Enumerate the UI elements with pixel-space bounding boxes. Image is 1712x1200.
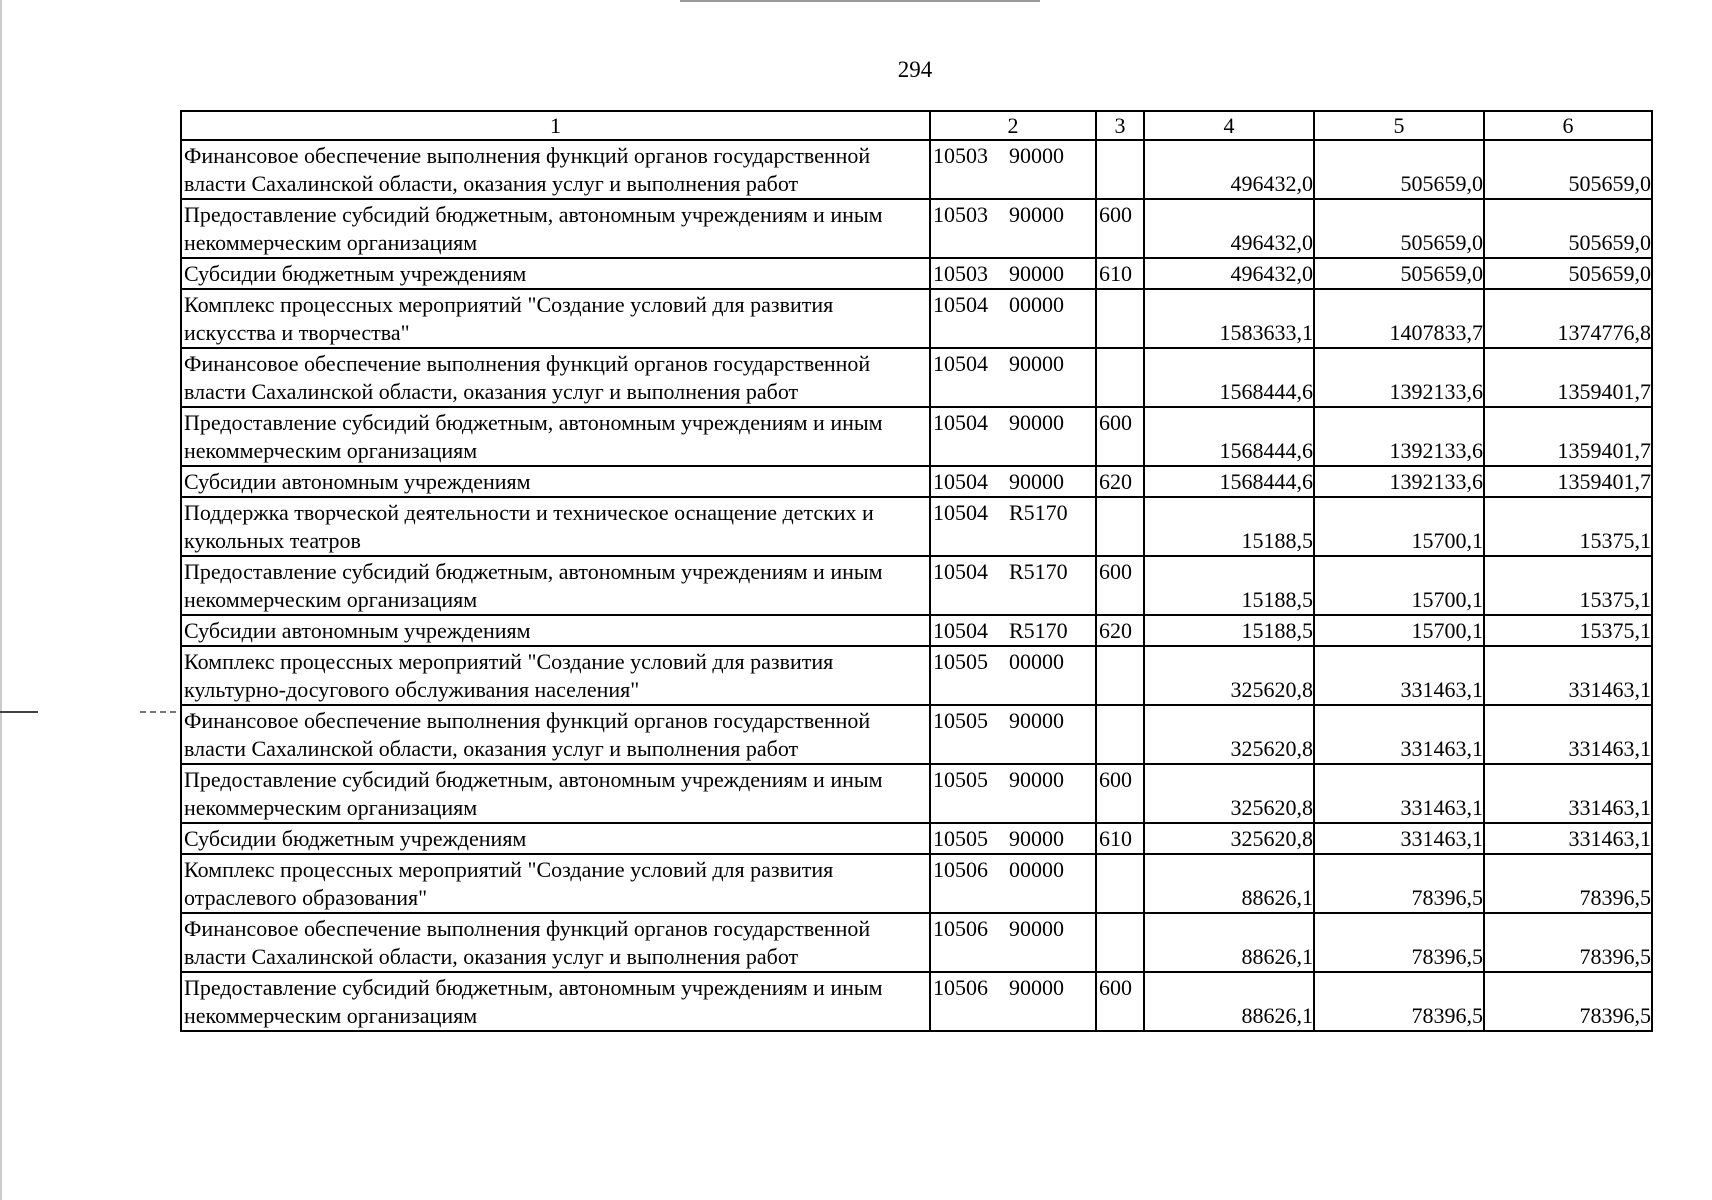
row-code-section: 10505 [933, 826, 988, 851]
row-code-item: 90000 [1009, 351, 1064, 376]
scan-margin-dash [140, 711, 176, 713]
scan-top-line [680, 0, 1040, 2]
row-value-col5: 331463,1 [1314, 764, 1484, 823]
row-value-col4: 88626,1 [1144, 972, 1314, 1031]
table-body [181, 140, 1652, 1031]
row-expense-type [1096, 289, 1144, 348]
row-value-col6: 15375,1 [1484, 497, 1652, 556]
page-number: 294 [897, 57, 933, 82]
row-value-col6: 1374776,8 [1484, 289, 1652, 348]
row-code-section: 10506 [933, 975, 988, 1000]
table-row [181, 556, 1652, 615]
row-code-section: 10505 [933, 708, 988, 733]
table-row [181, 823, 1652, 854]
row-value-col4: 496432,0 [1144, 258, 1314, 289]
row-code [930, 289, 1096, 348]
table-row [181, 258, 1652, 289]
row-expense-type [1096, 646, 1144, 705]
row-name: Субсидии автономным учреждениям [181, 615, 930, 646]
header-col-2: 2 [930, 111, 1096, 140]
row-expense-type [1096, 854, 1144, 913]
budget-table [180, 110, 1653, 1032]
row-value-col4: 325620,8 [1144, 764, 1314, 823]
row-name: Предоставление субсидий бюджетным, автономным учреждениям и иным некоммерческим организациям [181, 407, 930, 466]
row-value-col5: 1392133,6 [1314, 348, 1484, 407]
row-expense-type: 600 [1096, 407, 1144, 466]
row-value-col6: 1359401,7 [1484, 466, 1652, 497]
row-value-col5: 1392133,6 [1314, 407, 1484, 466]
row-value-col6: 78396,5 [1484, 913, 1652, 972]
row-value-col4: 325620,8 [1144, 823, 1314, 854]
row-value-col4: 15188,5 [1144, 556, 1314, 615]
row-code-section: 10504 [933, 292, 988, 317]
row-code [930, 854, 1096, 913]
row-code-section: 10504 [933, 410, 988, 435]
row-code [930, 764, 1096, 823]
row-value-col6: 505659,0 [1484, 199, 1652, 258]
row-code-section: 10503 [933, 202, 988, 227]
row-value-col5: 15700,1 [1314, 615, 1484, 646]
row-value-col6: 505659,0 [1484, 140, 1652, 199]
row-code [930, 497, 1096, 556]
row-value-col5: 505659,0 [1314, 199, 1484, 258]
header-col-1: 1 [181, 111, 930, 140]
table-row [181, 466, 1652, 497]
row-value-col6: 331463,1 [1484, 764, 1652, 823]
row-value-col4: 1568444,6 [1144, 466, 1314, 497]
row-code [930, 407, 1096, 466]
row-value-col5: 1392133,6 [1314, 466, 1484, 497]
row-name: Комплекс процессных мероприятий "Создание условий для развития искусства и творчества" [181, 289, 930, 348]
row-code [930, 823, 1096, 854]
row-expense-type: 600 [1096, 199, 1144, 258]
row-code-item: 90000 [1009, 708, 1064, 733]
row-value-col5: 1407833,7 [1314, 289, 1484, 348]
row-code-section: 10506 [933, 857, 988, 882]
row-value-col4: 496432,0 [1144, 140, 1314, 199]
row-expense-type [1096, 497, 1144, 556]
row-value-col4: 15188,5 [1144, 615, 1314, 646]
row-value-col6: 15375,1 [1484, 615, 1652, 646]
row-expense-type: 600 [1096, 972, 1144, 1031]
table-row [181, 348, 1652, 407]
row-code [930, 199, 1096, 258]
row-name: Финансовое обеспечение выполнения функций органов государственной власти Сахалинской области, оказания услуг и выполнения работ [181, 913, 930, 972]
row-expense-type: 610 [1096, 258, 1144, 289]
row-expense-type [1096, 348, 1144, 407]
row-value-col6: 331463,1 [1484, 823, 1652, 854]
row-expense-type [1096, 705, 1144, 764]
row-value-col5: 505659,0 [1314, 140, 1484, 199]
row-code-item: 90000 [1009, 767, 1064, 792]
row-code-section: 10504 [933, 469, 988, 494]
row-code [930, 140, 1096, 199]
header-col-5: 5 [1314, 111, 1484, 140]
table-row [181, 646, 1652, 705]
row-value-col6: 78396,5 [1484, 854, 1652, 913]
row-code [930, 615, 1096, 646]
row-code-section: 10505 [933, 649, 988, 674]
header-col-3: 3 [1096, 111, 1144, 140]
row-code [930, 258, 1096, 289]
row-name: Субсидии автономным учреждениям [181, 466, 930, 497]
row-code-item: 90000 [1009, 261, 1064, 286]
row-value-col4: 88626,1 [1144, 854, 1314, 913]
row-code-item: 90000 [1009, 410, 1064, 435]
row-code [930, 646, 1096, 705]
row-code-item: 00000 [1009, 649, 1064, 674]
row-code-item: 90000 [1009, 469, 1064, 494]
row-code-item: 00000 [1009, 857, 1064, 882]
row-value-col5: 331463,1 [1314, 646, 1484, 705]
row-value-col5: 505659,0 [1314, 258, 1484, 289]
table-row [181, 199, 1652, 258]
row-code-item: 90000 [1009, 143, 1064, 168]
row-value-col6: 1359401,7 [1484, 407, 1652, 466]
row-code-section: 10504 [933, 618, 988, 643]
header-col-6: 6 [1484, 111, 1652, 140]
row-value-col5: 331463,1 [1314, 705, 1484, 764]
row-value-col6: 505659,0 [1484, 258, 1652, 289]
table-row [181, 289, 1652, 348]
row-value-col6: 78396,5 [1484, 972, 1652, 1031]
row-name: Субсидии бюджетным учреждениям [181, 823, 930, 854]
row-code-section: 10504 [933, 351, 988, 376]
row-name: Финансовое обеспечение выполнения функций органов государственной власти Сахалинской области, оказания услуг и выполнения работ [181, 705, 930, 764]
row-expense-type [1096, 140, 1144, 199]
row-code-item: R5170 [1009, 559, 1068, 584]
table-row [181, 497, 1652, 556]
row-code-section: 10506 [933, 916, 988, 941]
row-value-col4: 15188,5 [1144, 497, 1314, 556]
row-code-section: 10504 [933, 500, 988, 525]
row-value-col4: 88626,1 [1144, 913, 1314, 972]
header-row [181, 111, 1652, 140]
row-code-item: R5170 [1009, 618, 1068, 643]
row-name: Комплекс процессных мероприятий "Создание условий для развития культурно-досугового обслуживания населения" [181, 646, 930, 705]
row-value-col6: 1359401,7 [1484, 348, 1652, 407]
table-row [181, 140, 1652, 199]
row-name: Предоставление субсидий бюджетным, автономным учреждениям и иным некоммерческим организациям [181, 764, 930, 823]
table-row [181, 972, 1652, 1031]
row-value-col5: 15700,1 [1314, 556, 1484, 615]
table-row [181, 615, 1652, 646]
row-code [930, 348, 1096, 407]
row-name: Предоставление субсидий бюджетным, автономным учреждениям и иным некоммерческим организациям [181, 556, 930, 615]
row-code-section: 10503 [933, 261, 988, 286]
row-value-col6: 331463,1 [1484, 646, 1652, 705]
table-row [181, 705, 1652, 764]
row-expense-type: 600 [1096, 556, 1144, 615]
row-value-col4: 1568444,6 [1144, 407, 1314, 466]
row-code [930, 705, 1096, 764]
row-code [930, 556, 1096, 615]
row-name: Субсидии бюджетным учреждениям [181, 258, 930, 289]
row-name: Комплекс процессных мероприятий "Создание условий для развития отраслевого образования" [181, 854, 930, 913]
row-code-section: 10503 [933, 143, 988, 168]
row-expense-type: 600 [1096, 764, 1144, 823]
table-row [181, 407, 1652, 466]
row-name: Финансовое обеспечение выполнения функций органов государственной власти Сахалинской области, оказания услуг и выполнения работ [181, 348, 930, 407]
row-value-col5: 78396,5 [1314, 972, 1484, 1031]
row-name: Предоставление субсидий бюджетным, автономным учреждениям и иным некоммерческим организациям [181, 199, 930, 258]
table-row [181, 764, 1652, 823]
row-value-col6: 331463,1 [1484, 705, 1652, 764]
table-row [181, 854, 1652, 913]
row-expense-type: 620 [1096, 615, 1144, 646]
row-value-col4: 1568444,6 [1144, 348, 1314, 407]
row-code-item: R5170 [1009, 500, 1068, 525]
row-code-item: 90000 [1009, 975, 1064, 1000]
row-value-col6: 15375,1 [1484, 556, 1652, 615]
row-expense-type: 620 [1096, 466, 1144, 497]
row-code-item: 00000 [1009, 292, 1064, 317]
row-code-section: 10504 [933, 559, 988, 584]
row-value-col5: 331463,1 [1314, 823, 1484, 854]
table-row [181, 913, 1652, 972]
row-value-col4: 325620,8 [1144, 705, 1314, 764]
row-code-item: 90000 [1009, 202, 1064, 227]
row-code [930, 972, 1096, 1031]
row-name: Финансовое обеспечение выполнения функций органов государственной власти Сахалинской области, оказания услуг и выполнения работ [181, 140, 930, 199]
row-value-col5: 15700,1 [1314, 497, 1484, 556]
row-value-col4: 325620,8 [1144, 646, 1314, 705]
header-col-4: 4 [1144, 111, 1314, 140]
scan-margin-mark [0, 711, 38, 713]
row-expense-type [1096, 913, 1144, 972]
row-code-item: 90000 [1009, 826, 1064, 851]
row-code-section: 10505 [933, 767, 988, 792]
scan-edge-line [0, 0, 2, 1200]
row-value-col4: 1583633,1 [1144, 289, 1314, 348]
row-value-col4: 496432,0 [1144, 199, 1314, 258]
row-value-col5: 78396,5 [1314, 854, 1484, 913]
row-expense-type: 610 [1096, 823, 1144, 854]
row-code-item: 90000 [1009, 916, 1064, 941]
row-code [930, 466, 1096, 497]
row-name: Поддержка творческой деятельности и техническое оснащение детских и кукольных театров [181, 497, 930, 556]
row-value-col5: 78396,5 [1314, 913, 1484, 972]
row-code [930, 913, 1096, 972]
row-name: Предоставление субсидий бюджетным, автономным учреждениям и иным некоммерческим организациям [181, 972, 930, 1031]
